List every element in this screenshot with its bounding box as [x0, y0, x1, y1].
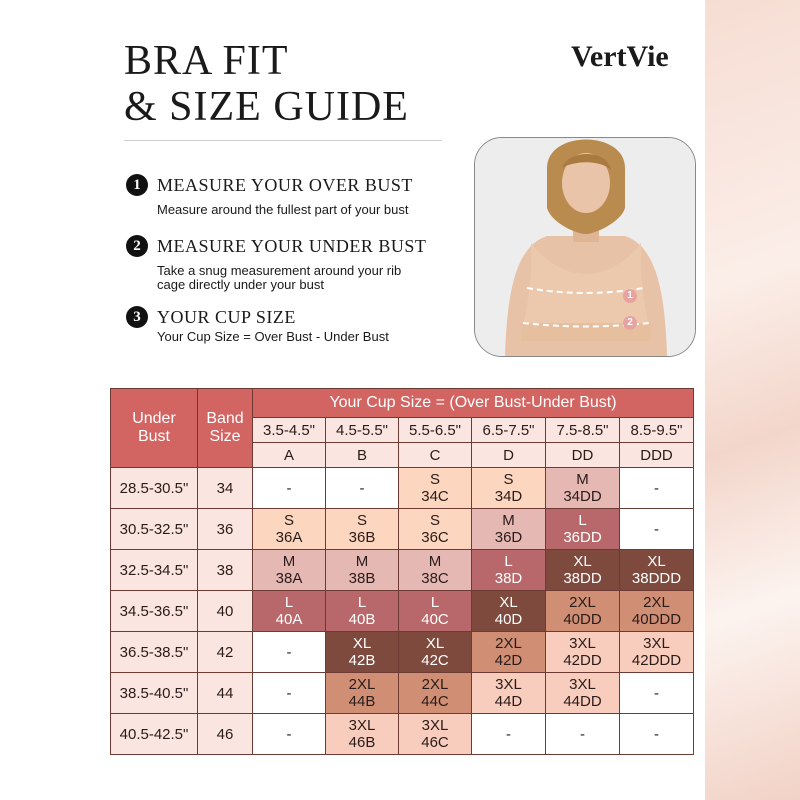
- size-cell: [620, 509, 694, 550]
- band-size-cell: 36: [198, 509, 253, 550]
- bra-size-code: 40B: [348, 611, 376, 628]
- size-label: -: [286, 684, 292, 702]
- cup-range-cell: 4.5-5.5": [326, 418, 399, 443]
- size-row: [111, 632, 694, 673]
- bra-size-code: 38A: [275, 570, 303, 587]
- cup-letter-cell: A: [253, 443, 326, 468]
- size-cell: [546, 632, 620, 673]
- size-cell: [472, 591, 546, 632]
- size-label: S: [429, 471, 440, 488]
- bra-size-code: 36A: [275, 529, 303, 546]
- brand-logo: VertVie: [571, 40, 669, 73]
- bra-size-code: 34D: [494, 488, 523, 505]
- size-label: S: [283, 512, 294, 529]
- size-row: [111, 509, 694, 550]
- step-title: YOUR CUP SIZE: [157, 307, 296, 327]
- size-label: -: [506, 725, 511, 743]
- size-cell: [399, 673, 472, 714]
- cup-size-header: Your Cup Size = (Over Bust-Under Bust): [253, 389, 694, 418]
- size-label: XL: [425, 635, 445, 652]
- size-cell: [326, 550, 399, 591]
- decorative-background-right: [705, 0, 800, 800]
- size-label: 2XL: [421, 676, 449, 693]
- size-cell: [399, 550, 472, 591]
- size-label: M: [282, 553, 296, 570]
- cup-range-cell: 8.5-9.5": [620, 418, 694, 443]
- step-description: Measure around the fullest part of your bust: [157, 202, 409, 217]
- size-label: L: [430, 594, 440, 611]
- step-number-badge: 3: [126, 306, 148, 328]
- size-label: -: [654, 479, 659, 497]
- size-label: -: [580, 725, 585, 743]
- title-divider: [124, 140, 442, 141]
- size-cell: [472, 673, 546, 714]
- size-label: 3XL: [421, 717, 449, 734]
- cup-letter-cell: DD: [546, 443, 620, 468]
- size-cell: [620, 468, 694, 509]
- size-label: M: [576, 471, 589, 488]
- under-bust-marker: 2: [623, 316, 637, 330]
- size-cell: [253, 714, 326, 755]
- under-bust-cell: 40.5-42.5": [111, 714, 198, 755]
- size-label: 3XL: [569, 676, 596, 693]
- size-cell: [326, 673, 399, 714]
- size-cell: [546, 468, 620, 509]
- step-title: MEASURE YOUR UNDER BUST: [157, 236, 427, 256]
- size-label: -: [654, 725, 659, 743]
- band-size-cell: 34: [198, 468, 253, 509]
- cup-letter-cell: B: [326, 443, 399, 468]
- size-label: 3XL: [643, 635, 670, 652]
- size-cell: [399, 714, 472, 755]
- size-cell: [253, 673, 326, 714]
- size-cell: [253, 468, 326, 509]
- size-label: 2XL: [643, 594, 670, 611]
- size-label: S: [429, 512, 440, 529]
- bra-size-code: 40DDD: [631, 611, 682, 628]
- bra-size-code: 40C: [421, 611, 449, 628]
- size-label: S: [503, 471, 514, 488]
- size-label: -: [654, 520, 659, 538]
- bra-size-code: 38DDD: [631, 570, 682, 587]
- size-cell: [253, 632, 326, 673]
- size-label: XL: [499, 594, 518, 611]
- bra-size-code: 40D: [494, 611, 523, 628]
- size-label: -: [286, 479, 292, 497]
- band-size-cell: 44: [198, 673, 253, 714]
- bra-size-code: 42D: [494, 652, 523, 669]
- size-cell: [399, 591, 472, 632]
- size-label: S: [356, 512, 367, 529]
- size-cell: [399, 632, 472, 673]
- size-label: L: [284, 594, 294, 611]
- title-line-2: & SIZE GUIDE: [124, 84, 409, 130]
- size-cell: [253, 509, 326, 550]
- size-cell: [546, 509, 620, 550]
- model-photo: [474, 137, 696, 357]
- size-cell: [472, 632, 546, 673]
- size-cell: [399, 468, 472, 509]
- bra-size-code: 34C: [421, 488, 449, 505]
- bra-size-code: 38B: [348, 570, 376, 587]
- size-cell: [620, 714, 694, 755]
- bra-size-code: 38C: [421, 570, 449, 587]
- bra-size-code: 38DD: [563, 570, 602, 587]
- size-cell: [620, 673, 694, 714]
- size-table-body: [111, 468, 694, 755]
- bra-size-code: 40A: [275, 611, 303, 628]
- size-table: [110, 388, 694, 755]
- size-label: XL: [352, 635, 372, 652]
- bra-size-code: 44B: [348, 693, 376, 710]
- size-label: 3XL: [348, 717, 376, 734]
- under-bust-cell: 34.5-36.5": [111, 591, 198, 632]
- size-label: -: [286, 643, 292, 661]
- model-illustration: [475, 138, 695, 356]
- size-cell: [326, 468, 399, 509]
- cup-letter-cell: D: [472, 443, 546, 468]
- step-description: Take a snug measurement around your rib cage directly under your bust: [157, 263, 402, 292]
- size-label: M: [428, 553, 442, 570]
- size-cell: [399, 509, 472, 550]
- bra-size-code: 42DD: [563, 652, 602, 669]
- band-size-header: Band Size: [198, 389, 253, 468]
- size-row: [111, 673, 694, 714]
- bra-size-code: 44DD: [563, 693, 602, 710]
- size-label: 2XL: [495, 635, 522, 652]
- size-label: 2XL: [569, 594, 596, 611]
- size-cell: [253, 550, 326, 591]
- size-cell: [472, 468, 546, 509]
- size-label: XL: [647, 553, 666, 570]
- step-description: Your Cup Size = Over Bust - Under Bust: [157, 329, 389, 344]
- band-size-cell: 38: [198, 550, 253, 591]
- size-cell: [326, 714, 399, 755]
- bra-size-code: 46B: [348, 734, 376, 751]
- size-label: 3XL: [569, 635, 596, 652]
- title-line-1: BRA FIT: [124, 38, 289, 84]
- size-label: 2XL: [348, 676, 376, 693]
- step-number-badge: 2: [126, 235, 148, 257]
- bra-size-code: 36D: [494, 529, 523, 546]
- bra-size-code: 42B: [348, 652, 376, 669]
- cup-range-cell: 6.5-7.5": [472, 418, 546, 443]
- size-row: [111, 591, 694, 632]
- bra-size-code: 36DD: [563, 529, 602, 546]
- size-label: -: [286, 725, 292, 743]
- bra-size-code: 40DD: [563, 611, 602, 628]
- size-cell: [620, 632, 694, 673]
- size-label: M: [355, 553, 369, 570]
- size-cell: [326, 632, 399, 673]
- band-size-cell: 42: [198, 632, 253, 673]
- page-title: [124, 38, 409, 130]
- size-cell: [546, 550, 620, 591]
- size-label: XL: [573, 553, 592, 570]
- cup-range-cell: 3.5-4.5": [253, 418, 326, 443]
- size-row: [111, 550, 694, 591]
- size-cell: [253, 591, 326, 632]
- size-label: 3XL: [495, 676, 522, 693]
- size-cell: [472, 550, 546, 591]
- size-cell: [472, 509, 546, 550]
- bra-size-code: 44C: [421, 693, 449, 710]
- cup-letter-cell: C: [399, 443, 472, 468]
- step-title: MEASURE YOUR OVER BUST: [157, 175, 413, 195]
- bra-size-code: 44D: [494, 693, 523, 710]
- size-cell: [546, 714, 620, 755]
- over-bust-marker: 1: [623, 289, 637, 303]
- size-cell: [472, 714, 546, 755]
- size-row: [111, 714, 694, 755]
- step-number-badge: 1: [126, 174, 148, 196]
- size-cell: [546, 673, 620, 714]
- size-label: L: [578, 512, 587, 529]
- size-label: L: [504, 553, 513, 570]
- size-cell: [546, 591, 620, 632]
- under-bust-cell: 36.5-38.5": [111, 632, 198, 673]
- cup-range-cell: 5.5-6.5": [399, 418, 472, 443]
- size-label: -: [359, 479, 365, 497]
- size-chart: [110, 388, 693, 766]
- size-label: L: [357, 594, 367, 611]
- cup-letter-cell: DDD: [620, 443, 694, 468]
- size-label: -: [654, 684, 659, 702]
- size-cell: [620, 550, 694, 591]
- cup-range-cell: 7.5-8.5": [546, 418, 620, 443]
- under-bust-cell: 38.5-40.5": [111, 673, 198, 714]
- under-bust-cell: 32.5-34.5": [111, 550, 198, 591]
- under-bust-header: Under Bust: [111, 389, 198, 468]
- size-label: M: [502, 512, 515, 529]
- bra-size-code: 34DD: [563, 488, 602, 505]
- bra-size-code: 42DDD: [631, 652, 682, 669]
- bra-size-code: 36B: [348, 529, 376, 546]
- size-cell: [326, 591, 399, 632]
- bra-size-code: 42C: [421, 652, 449, 669]
- size-cell: [326, 509, 399, 550]
- size-row: [111, 468, 694, 509]
- band-size-cell: 46: [198, 714, 253, 755]
- under-bust-cell: 30.5-32.5": [111, 509, 198, 550]
- band-size-cell: 40: [198, 591, 253, 632]
- bra-size-code: 36C: [421, 529, 449, 546]
- bra-size-code: 46C: [421, 734, 449, 751]
- under-bust-cell: 28.5-30.5": [111, 468, 198, 509]
- size-cell: [620, 591, 694, 632]
- bra-size-code: 38D: [494, 570, 523, 587]
